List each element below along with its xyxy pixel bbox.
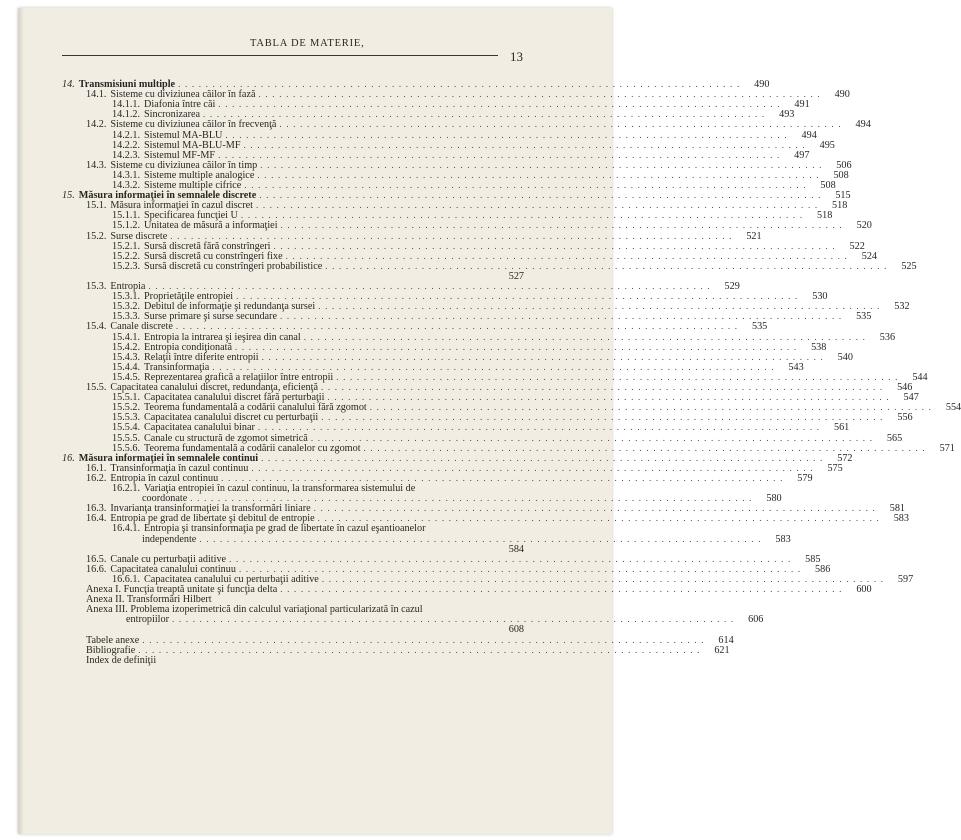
toc-entry-title: Sisteme multiple analogice — [144, 169, 255, 181]
toc-entry-page: 490 — [834, 89, 850, 101]
toc-entry-number: 15.1.2. — [112, 220, 141, 232]
toc-entry-title: Variaţia entropiei în cazul continuu, la transformarea sistemului de — [144, 483, 416, 494]
dot-leader: . . . . . . . . . . . . . . . . . . . . . . . . . . . . . . . . . . . . . . . . . . . . . . . . . . . . . . . . . . . . . . . . . . . . . . . . . . . . . . . . . . — [325, 260, 888, 271]
dot-leader: . . . . . . . . . . . . . . . . . . . . . . . . . . . . . . . . . . . . . . . . . . . . . . . . . . . . . . . . . . . . . . . . . . . . . . . . . . . . . . . . . . — [279, 311, 843, 322]
toc-entry-page: 525 — [901, 260, 917, 272]
toc-entry-title: Sistemul MA-BLU — [144, 129, 223, 141]
toc-entry-page: 575 — [827, 462, 843, 474]
toc-entry-page: 583 — [893, 513, 909, 525]
dot-leader: . . . . . . . . . . . . . . . . . . . . . . . . . . . . . . . . . . . . . . . . . . . . . . . . . . . . . . . . . . . . . . . . . . . . . . . . . . . . . . . . . . — [260, 159, 823, 170]
toc-entry-page: 536 — [879, 331, 896, 343]
toc-entry-number: 14.1.2. — [112, 109, 141, 121]
toc-entry-title: Entropia şi transinformaţia pe grad de libertate în cazul eşantioanelor — [144, 523, 426, 535]
toc-entry-number: 15.2.3. — [112, 260, 141, 272]
toc-entry-page: 585 — [805, 553, 821, 565]
toc-entry-number: 15.5.6. — [112, 442, 141, 454]
dot-leader: . . . . . . . . . . . . . . . . . . . . . . . . . . . . . . . . . . . . . . . . . . . . . . . . . . . . . . . . . . . . . . . . . . . . . . . . . . . . . . . . . . — [257, 422, 821, 433]
toc-entry-title: Invarianţa transinformaţiei la transformări liniare — [110, 503, 311, 515]
toc-entry-number: 15.5. — [86, 382, 107, 393]
toc-entry-page: 494 — [855, 119, 871, 131]
toc-entry-title: Canale cu structură de zgomot simetrică — [144, 432, 308, 444]
toc-entry-page: 544 — [912, 371, 928, 383]
toc-entry-number: 15.4.3. — [112, 351, 141, 363]
toc-entry-title: independente — [142, 533, 197, 545]
toc-entry-page: 530 — [812, 291, 828, 303]
toc-entry-page: 571 — [939, 442, 955, 454]
toc-entry-title: Surse discrete — [110, 230, 168, 242]
toc-entry-page: 621 — [714, 644, 730, 656]
toc-entry-page: 540 — [837, 351, 853, 363]
dot-leader: . . . . . . . . . . . . . . . . . . . . . . . . . . . . . . . . . . . . . . . . . . . . . . . . . . . . . . . . . . . . . . . . . . . . . . . . . . . . . . . . . . — [236, 291, 799, 302]
dot-leader: . . . . . . . . . . . . . . . . . . . . . . . . . . . . . . . . . . . . . . . . . . . . . . . . . . . . . . . . . . . . . . . . . . . . . . . . . . . . . . . . . . — [258, 89, 821, 100]
toc-entry-page: 532 — [894, 301, 910, 313]
toc-entry-number: 15.2.2. — [112, 250, 141, 262]
toc-entry-page: 572 — [837, 452, 853, 464]
toc-entry-title: Entropia pe grad de libertate şi debitul de entropie — [110, 513, 315, 525]
toc-entry-page: 579 — [797, 472, 813, 484]
toc-entry-number: 15.2.1. — [112, 240, 141, 252]
dot-leader: . . . . . . . . . . . . . . . . . . . . . . . . . . . . . . . . . . . . . . . . . . . . . . . . . . . . . . . . . . . . . . . . . . . . . . . . . . . . . . . . . . — [303, 331, 867, 342]
dot-leader: . . . . . . . . . . . . . . . . . . . . . . . . . . . . . . . . . . . . . . . . . . . . . . . . . . . . . . . . . . . . . . . . . . . . . . . . . . . . . . . . . . — [190, 493, 753, 504]
toc-entry-title: Unitatea de măsură a informaţiei — [144, 220, 278, 232]
toc-entry-title: Măsura informaţiei în cazul discret — [110, 200, 253, 212]
toc-entry-number: 16.5. — [86, 553, 107, 565]
toc-entry-title: Capacitatea canalului cu perturbaţii aditive — [144, 573, 319, 585]
toc-entry-number: 16.1. — [86, 462, 107, 474]
dot-leader: . . . . . . . . . . . . . . . . . . . . . . . . . . . . . . . . . . . . . . . . . . . . . . . . . . . . . . . . . . . . . . . . . . . . . . . . . . . . . . . . . . — [243, 139, 806, 150]
dot-leader: . . . . . . . . . . . . . . . . . . . . . . . . . . . . . . . . . . . . . . . . . . . . . . . . . . . . . . . . . . . . . . . . . . . . . . . . . . . . . . . . . . — [257, 169, 820, 180]
toc-entry-title: coordonate — [142, 493, 188, 505]
toc-entry-page: 494 — [801, 129, 817, 141]
toc-entry-page: 495 — [819, 139, 835, 151]
toc-entry-number: 16.3. — [86, 503, 107, 515]
toc-entry-title: Transmisiuni multiple — [78, 79, 176, 90]
dot-leader: . . . . . . . . . . . . . . . . . . . . . . . . . . . . . . . . . . . . . . . . . . . . . . . . . . . . . . . . . . . . . . . . . . . . . . . . . . . . . . . . . . — [240, 210, 804, 221]
toc-entry-title: Capacitatea canalului discret fără perturbaţii — [144, 392, 325, 404]
toc-entry-title: Specificarea funcţiei U — [144, 210, 238, 222]
toc-entry-number: 14.3. — [86, 159, 107, 171]
dot-leader: . . . . . . . . . . . . . . . . . . . . . . . . . . . . . . . . . . . . . . . . . . . . . . . . . . . . . . . . . . . . . . . . . . . . . . . . . . . . . . . . . . — [273, 240, 836, 251]
dot-leader: . . . . . . . . . . . . . . . . . . . . . . . . . . . . . . . . . . . . . . . . . . . . . . . . . . . . . . . . . . . . . . . . . . . . . . . . . . . . . . . . . . — [279, 119, 842, 130]
toc-entry-number: 14.1.1. — [112, 99, 141, 111]
toc-entry-number: 15. — [62, 190, 75, 202]
dot-leader: . . . . . . . . . . . . . . . . . . . . . . . . . . . . . . . . . . . . . . . . . . . . . . . . . . . . . . . . . . . . . . . . . . . . . . . . . . . . . . . . . . — [280, 220, 843, 231]
dot-leader: . . . . . . . . . . . . . . . . . . . . . . . . . . . . . . . . . . . . . . . . . . . . . . . . . . . . . . . . . . . . . . . . . . . . . . . . . . . . . . . . . . — [212, 361, 775, 372]
toc-entry-number: 15.5.1. — [112, 392, 141, 404]
toc-entry-page: 543 — [788, 361, 804, 373]
dot-leader: . . . . . . . . . . . . . . . . . . . . . . . . . . . . . . . . . . . . . . . . . . . . . . . . . . . . . . . . . . . . . . . . . . . . . . . . . . . . . . . . . . — [244, 180, 807, 190]
toc-entry-number: 14.1. — [86, 89, 107, 101]
dot-leader: . . . . . . . . . . . . . . . . . . . . . . . . . . . . . . . . . . . . . . . . . . . . . . . . . . . . . . . . . . . . . . . . . . . . . . . . . . . . . . . . . . — [261, 452, 824, 463]
toc-entry-page: 527 — [508, 270, 524, 282]
toc-entry-number: 16. — [62, 452, 75, 464]
toc-entry-page: 586 — [815, 563, 831, 575]
toc-entry-number: 15.4. — [86, 321, 107, 333]
toc-entry-title: Capacitatea canalului discret, redundanţa, eficienţă — [110, 382, 318, 393]
toc-entry-title: Debitul de informaţie şi redundanţa sursei — [144, 301, 316, 313]
dot-leader: . . . . . . . . . . . . . . . . . . . . . . . . . . . . . . . . . . . . . . . . . . . . . . . . . . . . . . . . . . . . . . . . . . . . . . . . . . . . . . . . . . — [199, 533, 762, 544]
dot-leader: . . . . . . . . . . . . . . . . . . . . . . . . . . . . . . . . . . . . . . . . . . . . . . . . . . . . . . . . . . . . . . . . . . . . . . . . . . . . . . . . . . — [238, 563, 802, 574]
toc-entry-title: Teorema fundamentală a codării canalelor cu zgomot — [144, 442, 361, 454]
toc-entry-number: 14.2. — [86, 119, 107, 131]
toc-entry-title: Index de definiţii — [86, 654, 157, 666]
dot-leader: . . . . . . . . . . . . . . . . . . . . . . . . . . . . . . . . . . . . . . . . . . . . . . . . . . . . . . . . . . . . . . . . . . . . . . . . . . . . . . . . . . — [261, 351, 824, 362]
toc-entry-title: Anexa I. Funcţia treaptă unitate şi funcţia delta — [86, 584, 278, 595]
toc-entry-title: Sisteme multiple cifrice — [144, 180, 242, 191]
toc-entry-page: 556 — [897, 412, 913, 424]
toc-entry-number: 15.4.1. — [112, 331, 141, 343]
dot-leader: . . . . . . . . . . . . . . . . . . . . . . . . . . . . . . . . . . . . . . . . . . . . . . . . . . . . . . . . . . . . . . . . . . . . . . . . . . . . . . . . . . — [280, 584, 843, 594]
toc-entry-title: Capacitatea canalului discret cu perturbaţii — [144, 412, 319, 424]
dot-leader: . . . . . . . . . . . . . . . . . . . . . . . . . . . . . . . . . . . . . . . . . . . . . . . . . . . . . . . . . . . . . . . . . . . . . . . . . . . . . . . . . . — [321, 412, 884, 423]
dot-leader: . . . . . . . . . . . . . . . . . . . . . . . . . . . . . . . . . . . . . . . . . . . . . . . . . . . . . . . . . . . . . . . . . . . . . . . . . . . . . . . . . . — [175, 321, 739, 332]
toc-entry-title: Canale cu perturbaţii aditive — [110, 553, 227, 565]
toc-entry-title: Entropia condiţionată — [144, 341, 232, 353]
toc-entry-title: Sistemul MF-MF — [144, 149, 216, 161]
dot-leader: . . . . . . . . . . . . . . . . . . . . . . . . . . . . . . . . . . . . . . . . . . . . . . . . . . . . . . . . . . . . . . . . . . . . . . . . . . . . . . . . . . — [138, 644, 701, 655]
toc-entry-page: 538 — [811, 341, 827, 353]
toc-entry-title: Capacitatea canalului binar — [144, 422, 255, 434]
toc-entry-title: Sincronizarea — [144, 109, 201, 121]
toc-entry-page: 600 — [856, 584, 872, 595]
toc-entry-title: Sursă discretă cu constrîngeri fixe — [144, 250, 283, 262]
dot-leader: . . . . . . . . . . . . . . . . . . . . . . . . . . . . . . . . . . . . . . . . . . . . . . . . . . . . . . . . . . . . . . . . . . . . . . . . . . . . . . . . . . — [259, 190, 822, 201]
toc-entry-title: Sisteme cu diviziunea căilor în timp — [110, 159, 258, 171]
toc-entry-title: Capacitatea canalului continuu — [110, 563, 236, 575]
toc-entry-page: 518 — [832, 200, 848, 212]
toc-entry-page: 561 — [833, 422, 850, 434]
toc-entry-page: 535 — [856, 311, 872, 323]
toc-entry-number: 16.6. — [86, 563, 107, 575]
toc-entry-title: Anexa III. Problema izoperimetrică din calculul variaţional particularizată în cazul — [86, 604, 423, 616]
toc-entry-number: 15.3.2. — [112, 301, 141, 313]
dot-leader: . . . . . . . . . . . . . . . . . . . . . . . . . . . . . . . . . . . . . . . . . . . . . . . . . . . . . . . . . . . . . . . . . . . . . . . . . . . . . . . . . . — [310, 432, 874, 443]
dot-leader: . . . . . . . . . . . . . . . . . . . . . . . . . . . . . . . . . . . . . . . . . . . . . . . . . . . . . . . . . . . . . . . . . . . . . . . . . . . . . . . . . . — [170, 230, 733, 241]
toc-entry-title: Proprietăţile entropiei — [144, 291, 234, 303]
toc-entry-page: 518 — [817, 210, 833, 222]
toc-entry-page: 515 — [835, 190, 851, 202]
toc-entry-title: Anexa II. Transformări Hilbert — [86, 594, 212, 606]
toc-entry-title: Sursă discretă cu constrîngeri probabilistice — [144, 260, 323, 272]
toc-entry-number: 15.3. — [86, 281, 107, 292]
toc-entry-number: 14. — [62, 79, 75, 90]
toc-entry-page: 508 — [833, 169, 849, 181]
toc-entry-title: Transinformaţia în cazul continuu — [110, 462, 249, 474]
toc-entry-number: 15.3.1. — [112, 291, 141, 303]
dot-leader: . . . . . . . . . . . . . . . . . . . . . . . . . . . . . . . . . . . . . . . . . . . . . . . . . . . . . . . . . . . . . . . . . . . . . . . . . . . . . . . . . . — [235, 341, 798, 352]
dot-leader: . . . . . . . . . . . . . . . . . . . . . . . . . . . . . . . . . . . . . . . . . . . . . . . . . . . . . . . . . . . . . . . . . . . . . . . . . . . . . . . . . . — [142, 634, 705, 645]
toc-entry-page: 522 — [849, 240, 865, 252]
toc-entry-title: Măsura informaţiei în semnalele discrete — [78, 190, 257, 202]
running-title: TABLA DE MATERIE, — [250, 38, 365, 49]
toc-entry-page: 547 — [903, 392, 919, 404]
toc-entry-number: 16.2. — [86, 472, 107, 484]
dot-leader: . . . . . . . . . . . . . . . . . . . . . . . . . . . . . . . . . . . . . . . . . . . . . . . . . . . . . . . . . . . . . . . . . . . . . . . . . . . . . . . . . . — [321, 573, 885, 584]
toc-entry-number: 15.5.4. — [112, 422, 141, 434]
dot-leader: . . . . . . . . . . . . . . . . . . . . . . . . . . . . . . . . . . . . . . . . . . . . . . . . . . . . . . . . . . . . . . . . . . . . . . . . . . . . . . . . . . — [369, 402, 933, 413]
toc-entry-number: 14.2.3. — [112, 149, 141, 161]
toc-entry-number: 16.4. — [86, 513, 107, 525]
toc-entry-page: 597 — [897, 573, 914, 585]
toc-entry-title: Entropia în cazul continuu — [110, 472, 219, 484]
dot-leader: . . . . . . . . . . . . . . . . . . . . . . . . . . . . . . . . . . . . . . . . . . . . . . . . . . . . . . . . . . . . . . . . . . . . . . . . . . . . . . . . . . — [229, 553, 792, 564]
toc-entry-number: 15.1.1. — [112, 210, 141, 222]
toc-entry-page: 520 — [856, 220, 872, 232]
dot-leader: . . . . . . . . . . . . . . . . . . . . . . . . . . . . . . . . . . . . . . . . . . . . . . . . . . . . . . . . . . . . . . . . . . . . . . . . . . . . . . . . . . — [285, 250, 848, 261]
toc-entry-number: 14.2.1. — [112, 129, 141, 141]
dot-leader: . . . . . . . . . . . . . . . . . . . . . . . . . . . . . . . . . . . . . . . . . . . . . . . . . . . . . . . . . . . . . . . . . . . . . . . . . . . . . . . . . . — [218, 149, 781, 160]
toc-entry-title: Sisteme cu diviziunea căilor în frecvenţă — [110, 119, 277, 131]
toc-entry — [86, 655, 524, 666]
toc-entry-number: 16.4.1. — [112, 523, 141, 535]
toc-entry-page: 606 — [748, 614, 764, 626]
toc-entry-title: Sisteme cu diviziunea căilor în fază — [110, 89, 256, 101]
toc-entry-title: Diafonia între căi — [144, 99, 216, 111]
dot-leader: . . . . . . . . . . . . . . . . . . . . . . . . . . . . . . . . . . . . . . . . . . . . . . . . . . . . . . . . . . . . . . . . . . . . . . . . . . . . . . . . . . — [251, 462, 814, 473]
dot-leader: . . . . . . . . . . . . . . . . . . . . . . . . . . . . . . . . . . . . . . . . . . . . . . . . . . . . . . . . . . . . . . . . . . . . . . . . . . . . . . . . . . — [363, 442, 926, 453]
toc-entry-page: 506 — [836, 159, 852, 171]
dot-leader: . . . . . . . . . . . . . . . . . . . . . . . . . . . . . . . . . . . . . . . . . . . . . . . . . . . . . . . . . . . . . . . . . . . . . . . . . . . . . . . . . . — [320, 382, 884, 392]
dot-leader: . . . . . . . . . . . . . . . . . . . . . . . . . . . . . . . . . . . . . . . . . . . . . . . . . . . . . . . . . . . . . . . . . . . . . . . . . . . . . . . . . . — [336, 371, 899, 382]
dot-leader: . . . . . . . . . . . . . . . . . . . . . . . . . . . . . . . . . . . . . . . . . . . . . . . . . . . . . . . . . . . . . . . . . . . . . . . . . . . . . . . . . . — [221, 472, 784, 483]
toc-entry-page: 546 — [897, 382, 913, 393]
toc-entry-number: 15.4.2. — [112, 341, 141, 353]
toc-entry-title: Bibliografie — [86, 644, 136, 656]
toc-entry-page: 497 — [794, 149, 810, 161]
toc-entry-page: 524 — [861, 250, 877, 262]
toc-entry-number: 16.2.1. — [112, 483, 141, 494]
toc-entry-number: 15.5.2. — [112, 402, 141, 414]
toc-entry-page: 581 — [889, 503, 906, 515]
toc-entry-page: 521 — [746, 230, 762, 242]
page-number: 13 — [510, 49, 523, 64]
toc-entry-number: 15.3.3. — [112, 311, 141, 323]
toc-entry-number: 15.4.5. — [112, 371, 141, 383]
toc-entry-page: 508 — [820, 180, 836, 191]
toc-entry-number: 15.2. — [86, 230, 107, 242]
dot-leader: . . . . . . . . . . . . . . . . . . . . . . . . . . . . . . . . . . . . . . . . . . . . . . . . . . . . . . . . . . . . . . . . . . . . . . . . . . . . . . . . . . — [317, 513, 880, 524]
toc-entry-page: 535 — [751, 321, 768, 333]
toc-entry-number: 16.6.1. — [112, 573, 141, 585]
dot-leader: . . . . . . . . . . . . . . . . . . . . . . . . . . . . . . . . . . . . . . . . . . . . . . . . . . . . . . . . . . . . . . . . . . . . . . . . . . . . . . . . . . — [318, 301, 881, 312]
toc-entry-page: 491 — [794, 99, 810, 111]
toc-entry-page: 490 — [754, 79, 770, 90]
dot-leader: . . . . . . . . . . . . . . . . . . . . . . . . . . . . . . . . . . . . . . . . . . . . . . . . . . . . . . . . . . . . . . . . . . . . . . . . . . . . . . . . . . — [218, 99, 781, 110]
toc-entry-number: 15.4.4. — [112, 361, 141, 373]
toc-entry-title: Entropia la intrarea şi ieşirea din canal — [144, 331, 301, 343]
toc-entry-title: Entropia — [110, 281, 146, 292]
toc-entry-title: Reprezentarea grafică a relaţiilor între entropii — [144, 371, 334, 383]
dot-leader: . . . . . . . . . . . . . . . . . . . . . . . . . . . . . . . . . . . . . . . . . . . . . . . . . . . . . . . . . . . . . . . . . . . . . . . . . . . . . . . . . . — [255, 200, 819, 211]
toc-entry-title: Canale discrete — [110, 321, 173, 333]
toc-entry-title: Tabele anexe — [86, 634, 140, 646]
dot-leader: . . . . . . . . . . . . . . . . . . . . . . . . . . . . . . . . . . . . . . . . . . . . . . . . . . . . . . . . . . . . . . . . . . . . . . . . . . . . . . . . . . — [203, 109, 766, 120]
toc-entry-title: Măsura informaţiei în semnalele continui — [78, 452, 259, 464]
toc-entry-page: 608 — [508, 624, 524, 636]
toc-entry-page: 583 — [775, 533, 791, 545]
toc-entry-number: 14.2.2. — [112, 139, 141, 151]
dot-leader: . . . . . . . . . . . . . . . . . . . . . . . . . . . . . . . . . . . . . . . . . . . . . . . . . . . . . . . . . . . . . . . . . . . . . . . . . . . . . . . . . . — [313, 503, 877, 514]
toc-entry-page: 614 — [718, 634, 734, 646]
toc-entry-page: 565 — [886, 432, 903, 444]
toc-entry-number: 15.5.3. — [112, 412, 141, 424]
dot-leader: . . . . . . . . . . . . . . . . . . . . . . . . . . . . . . . . . . . . . . . . . . . . . . . . . . . . . . . . . . . . . . . . . . . . . . . . . . . . . . . . . . — [327, 392, 890, 403]
toc-entry-title: Sursă discretă fără constrîngeri — [144, 240, 271, 252]
toc-entry-page: 584 — [508, 543, 524, 555]
dot-leader: . . . . . . . . . . . . . . . . . . . . . . . . . . . . . . . . . . . . . . . . . . . . . . . . . . . . . . . . . . . . . . . . . . . . . . . . . . . . . . . . . . — [178, 79, 741, 89]
toc-entry-title: Transinformaţia — [144, 361, 210, 373]
toc-entry-title: Teorema fundamentală a codării canalului fără zgomot — [144, 402, 367, 414]
dot-leader: . . . . . . . . . . . . . . . . . . . . . . . . . . . . . . . . . . . . . . . . . . . . . . . . . . . . . . . . . . . . . . . . . . . . . . . . . . . . . . . . . . — [148, 281, 711, 291]
toc-entry-number: 15.1. — [86, 200, 107, 212]
toc-entry-page: 529 — [724, 281, 740, 292]
toc-entry-number: 14.3.1. — [112, 169, 141, 181]
toc-entry-page: 493 — [779, 109, 795, 121]
toc-entry-page: 554 — [945, 402, 961, 414]
dot-leader: . . . . . . . . . . . . . . . . . . . . . . . . . . . . . . . . . . . . . . . . . . . . . . . . . . . . . . . . . . . . . . . . . . . . . . . . . . . . . . . . . . — [172, 614, 735, 625]
toc-entry-title: Surse primare şi surse secundare — [144, 311, 277, 323]
toc-entry-number: 14.3.2. — [112, 180, 141, 191]
dot-leader: . . . . . . . . . . . . . . . . . . . . . . . . . . . . . . . . . . . . . . . . . . . . . . . . . . . . . . . . . . . . . . . . . . . . . . . . . . . . . . . . . . — [225, 129, 788, 140]
toc-entry-title: Relaţii între diferite entropii — [144, 351, 259, 363]
toc-entry-title: Sistemul MA-BLU-MF — [144, 139, 241, 151]
toc-entry-number: 15.5.5. — [112, 432, 141, 444]
toc-entry-page: 580 — [766, 493, 782, 505]
toc-entry-title: entropiilor — [126, 614, 170, 626]
